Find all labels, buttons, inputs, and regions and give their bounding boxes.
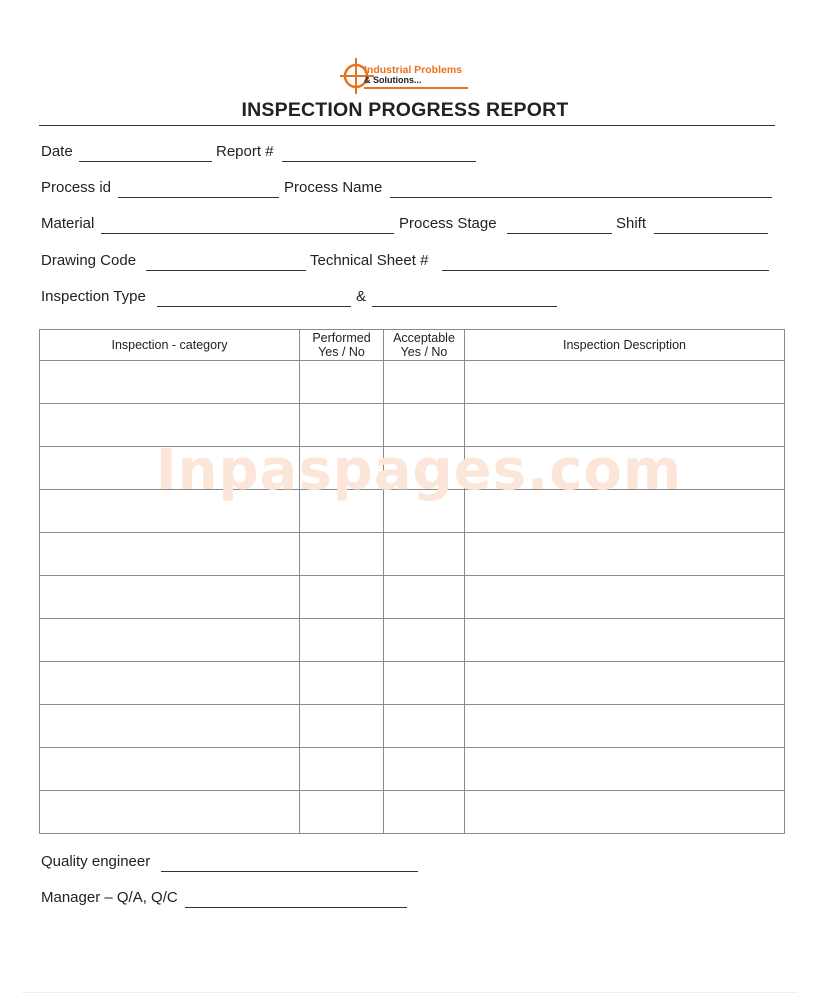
signature-quality-engineer [41,853,441,875]
category-cell[interactable] [40,791,300,834]
category-cell[interactable] [40,748,300,791]
logo-underline [364,87,468,89]
header-performed-line2: Yes / No [318,345,365,359]
process-id-label: Process id [41,179,112,196]
category-cell[interactable] [40,619,300,662]
table-row [40,404,785,447]
performed-cell[interactable] [300,404,384,447]
manager-label: Manager – Q/A, Q/C [41,889,178,906]
process-stage-label: Process Stage [399,215,497,232]
description-cell[interactable] [465,576,785,619]
inspection-type-label: Inspection Type [41,288,146,305]
category-cell[interactable] [40,576,300,619]
drawing-code-label: Drawing Code [41,252,137,269]
acceptable-cell[interactable] [384,619,465,662]
description-cell[interactable] [465,404,785,447]
material-label: Material [41,215,95,232]
drawing-code-field[interactable] [146,270,306,271]
performed-cell[interactable] [300,533,384,576]
logo-line-1: Industrial Problems [364,64,463,76]
page-title: INSPECTION PROGRESS REPORT [241,99,569,121]
field-row-drawing [41,252,781,274]
header-inspection-description [465,330,785,361]
inspection-type-second-field[interactable] [372,306,557,307]
page-bottom-divider [22,992,798,993]
table-row [40,576,785,619]
table-body [40,361,785,834]
performed-cell[interactable] [300,748,384,791]
acceptable-cell[interactable] [384,705,465,748]
category-cell[interactable] [40,361,300,404]
performed-cell[interactable] [300,705,384,748]
table-row [40,748,785,791]
header-acceptable-line2: Yes / No [400,345,448,359]
quality-engineer-label: Quality engineer [41,853,151,870]
date-field[interactable] [79,161,212,162]
title-divider [39,125,775,126]
table-row [40,705,785,748]
field-row-process [41,179,781,201]
header-acceptable [384,330,465,361]
process-name-field[interactable] [390,197,772,198]
field-row-inspection-type [41,288,781,310]
manager-field[interactable] [185,907,407,908]
technical-sheet-label: Technical Sheet # [310,252,429,269]
acceptable-cell[interactable] [384,404,465,447]
description-cell[interactable] [465,705,785,748]
table-row [40,533,785,576]
report-number-field[interactable] [282,161,476,162]
company-logo [336,56,476,96]
description-cell[interactable] [465,791,785,834]
field-row-date [41,143,781,165]
watermark: Inpaspages.com [155,438,683,503]
header-performed [300,330,384,361]
description-cell[interactable] [465,447,785,490]
table-row [40,662,785,705]
description-cell[interactable] [465,748,785,791]
performed-cell[interactable] [300,662,384,705]
quality-engineer-field[interactable] [161,871,418,872]
description-cell[interactable] [465,662,785,705]
acceptable-cell[interactable] [384,791,465,834]
acceptable-cell[interactable] [384,361,465,404]
table-header-row [40,330,785,361]
report-label: Report # [216,143,274,160]
acceptable-cell[interactable] [384,748,465,791]
date-label: Date [41,143,73,160]
inspection-type-field[interactable] [157,306,351,307]
performed-cell[interactable] [300,576,384,619]
table-row [40,791,785,834]
header-inspection-description-text: Inspection Description [563,338,686,352]
process-id-field[interactable] [118,197,279,198]
category-cell[interactable] [40,490,300,533]
performed-cell[interactable] [300,447,384,490]
signature-manager [41,889,441,911]
process-stage-field[interactable] [507,233,612,234]
performed-cell[interactable] [300,490,384,533]
acceptable-cell[interactable] [384,490,465,533]
performed-cell[interactable] [300,361,384,404]
table-row [40,447,785,490]
table-row [40,619,785,662]
acceptable-cell[interactable] [384,533,465,576]
table-row [40,490,785,533]
category-cell[interactable] [40,662,300,705]
performed-cell[interactable] [300,619,384,662]
category-cell[interactable] [40,447,300,490]
shift-label: Shift [616,215,647,232]
logo-line-2: & Solutions... [364,75,422,85]
header-performed-line1: Performed [312,331,371,345]
inspection-table [39,329,785,834]
table-row [40,361,785,404]
description-cell[interactable] [465,619,785,662]
acceptable-cell[interactable] [384,576,465,619]
technical-sheet-field[interactable] [442,270,769,271]
description-cell[interactable] [465,533,785,576]
header-acceptable-line1: Acceptable [393,331,455,345]
performed-cell[interactable] [300,791,384,834]
header-inspection-category-text: Inspection - category [111,338,228,352]
field-row-material [41,215,781,237]
process-name-label: Process Name [284,179,383,196]
material-field[interactable] [101,233,394,234]
category-cell[interactable] [40,705,300,748]
description-cell[interactable] [465,490,785,533]
category-cell[interactable] [40,404,300,447]
description-cell[interactable] [465,361,785,404]
ampersand-label: & [356,288,367,305]
acceptable-cell[interactable] [384,662,465,705]
header-inspection-category [40,330,300,361]
shift-field[interactable] [654,233,768,234]
acceptable-cell[interactable] [384,447,465,490]
category-cell[interactable] [40,533,300,576]
